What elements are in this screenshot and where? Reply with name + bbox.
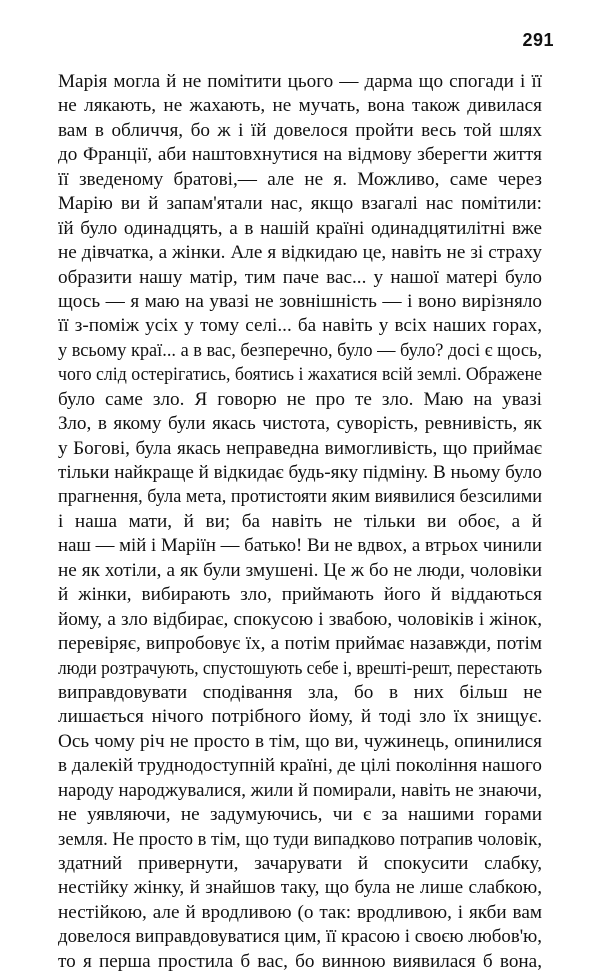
text-line: вам в обличчя, бо ж і їй довелося пройти весь той шлях bbox=[58, 119, 542, 141]
text-line: у Богові, була якась неправедна вимогливість, що приймає bbox=[58, 437, 542, 459]
text-line: не лякають, не жахають, не мучать, вона також дивилася bbox=[58, 95, 542, 117]
text-line: виправдовувати сподівання зла, бо в них більш не bbox=[58, 681, 542, 703]
text-line: у всьому краї... а в вас, безперечно, було — було? досі є щось, bbox=[58, 339, 543, 361]
text-line: наш — мій і Маріїн — батько! Ви не вдвох, а втрьох чинили bbox=[58, 535, 542, 557]
text-line: щось — я маю на увазі не зовнішність — і воно вирізняло bbox=[58, 290, 542, 312]
text-line: прагнення, була мета, протистояти яким виявилися безсилими bbox=[58, 486, 543, 508]
text-line: Ось чому річ не просто в тім, що ви, чужинець, опинилися bbox=[58, 730, 542, 752]
text-line: перевіряє, випробовує їх, а потім приймає назавжди, потім bbox=[58, 633, 542, 655]
text-line: образити нашу матір, тим паче вас... у нашої матері було bbox=[58, 266, 542, 288]
text-line: земля. Не просто в тім, що туди випадково потрапив чоловік, bbox=[58, 828, 543, 850]
text-line: чого слід остерігатись, боятись і жахатися всій землі. Ображене bbox=[58, 364, 542, 386]
text-line: не уявляючи, не задумуючись, чи є за нашими горами bbox=[58, 804, 542, 826]
page-number: 291 bbox=[522, 30, 554, 50]
text-line: довелося виправдовуватися цим, її красою і своєю любов'ю, bbox=[58, 926, 542, 948]
text-line: нестійкою, але й вродливою (о так: вродливою, і якби вам bbox=[58, 901, 542, 923]
text-line: її зведеному братові,— але не я. Можливо, саме через bbox=[58, 168, 542, 190]
text-line: не як хотіли, а як були змушені. Це ж бо не люди, чоловіки bbox=[58, 559, 542, 581]
text-line: Марію ви й запам'ятали нас, якщо взагалі нас помітили: bbox=[58, 193, 542, 215]
text-line: люди розтрачують, спустошують себе і, врешті-решт, перестають bbox=[58, 657, 542, 679]
text-line: тільки найкраще й відкидає будь-яку підміну. В ньому було bbox=[58, 462, 542, 483]
text-line: йому, а зло відбирає, спокусою і звабою, чоловіків і жінок, bbox=[58, 608, 542, 630]
text-line: лишається нічого потрібного йому, й тоді зло їх знищує. bbox=[58, 706, 542, 728]
text-line: нестійку жінку, й знайшов таку, що була не лише слабкою, bbox=[58, 877, 542, 899]
text-line: було саме зло. Я говорю не про те зло. Маю на увазі bbox=[58, 388, 542, 410]
text-line: її з-поміж усіх у тому селі... ба навіть у всіх наших горах, bbox=[58, 315, 542, 337]
text-line: не дівчатка, а жінки. Але я відкидаю це, навіть не зі страху bbox=[58, 242, 542, 264]
text-line: то я перша простила б вас, бо винною виявилася б вона, bbox=[58, 950, 542, 972]
text-line: їй було одинадцять, а в нашій країні одинадцятилітні вже bbox=[58, 217, 542, 239]
text-line: народу народжувалися, жили й помирали, навіть не знаючи, bbox=[58, 779, 542, 801]
text-line: Зло, в якому були якась чистота, суворість, ревнивість, як bbox=[58, 413, 542, 435]
text-line: і наша мати, й ви; ба навіть не тільки ви обоє, а й bbox=[58, 510, 542, 532]
body-text bbox=[58, 70, 542, 974]
text-line: й жінки, вибирають зло, приймають його й віддаються bbox=[58, 584, 542, 606]
text-line: в далекій труднодоступній країні, де цілі покоління нашого bbox=[58, 755, 542, 777]
text-line: Марія могла й не помітити цього — дарма що спогади і її bbox=[58, 71, 542, 92]
text-line: здатний привернути, зачарувати й спокусити слабку, bbox=[58, 853, 542, 874]
text-line: до Франції, аби наштовхнутися на відмову зберегти життя bbox=[58, 144, 542, 166]
